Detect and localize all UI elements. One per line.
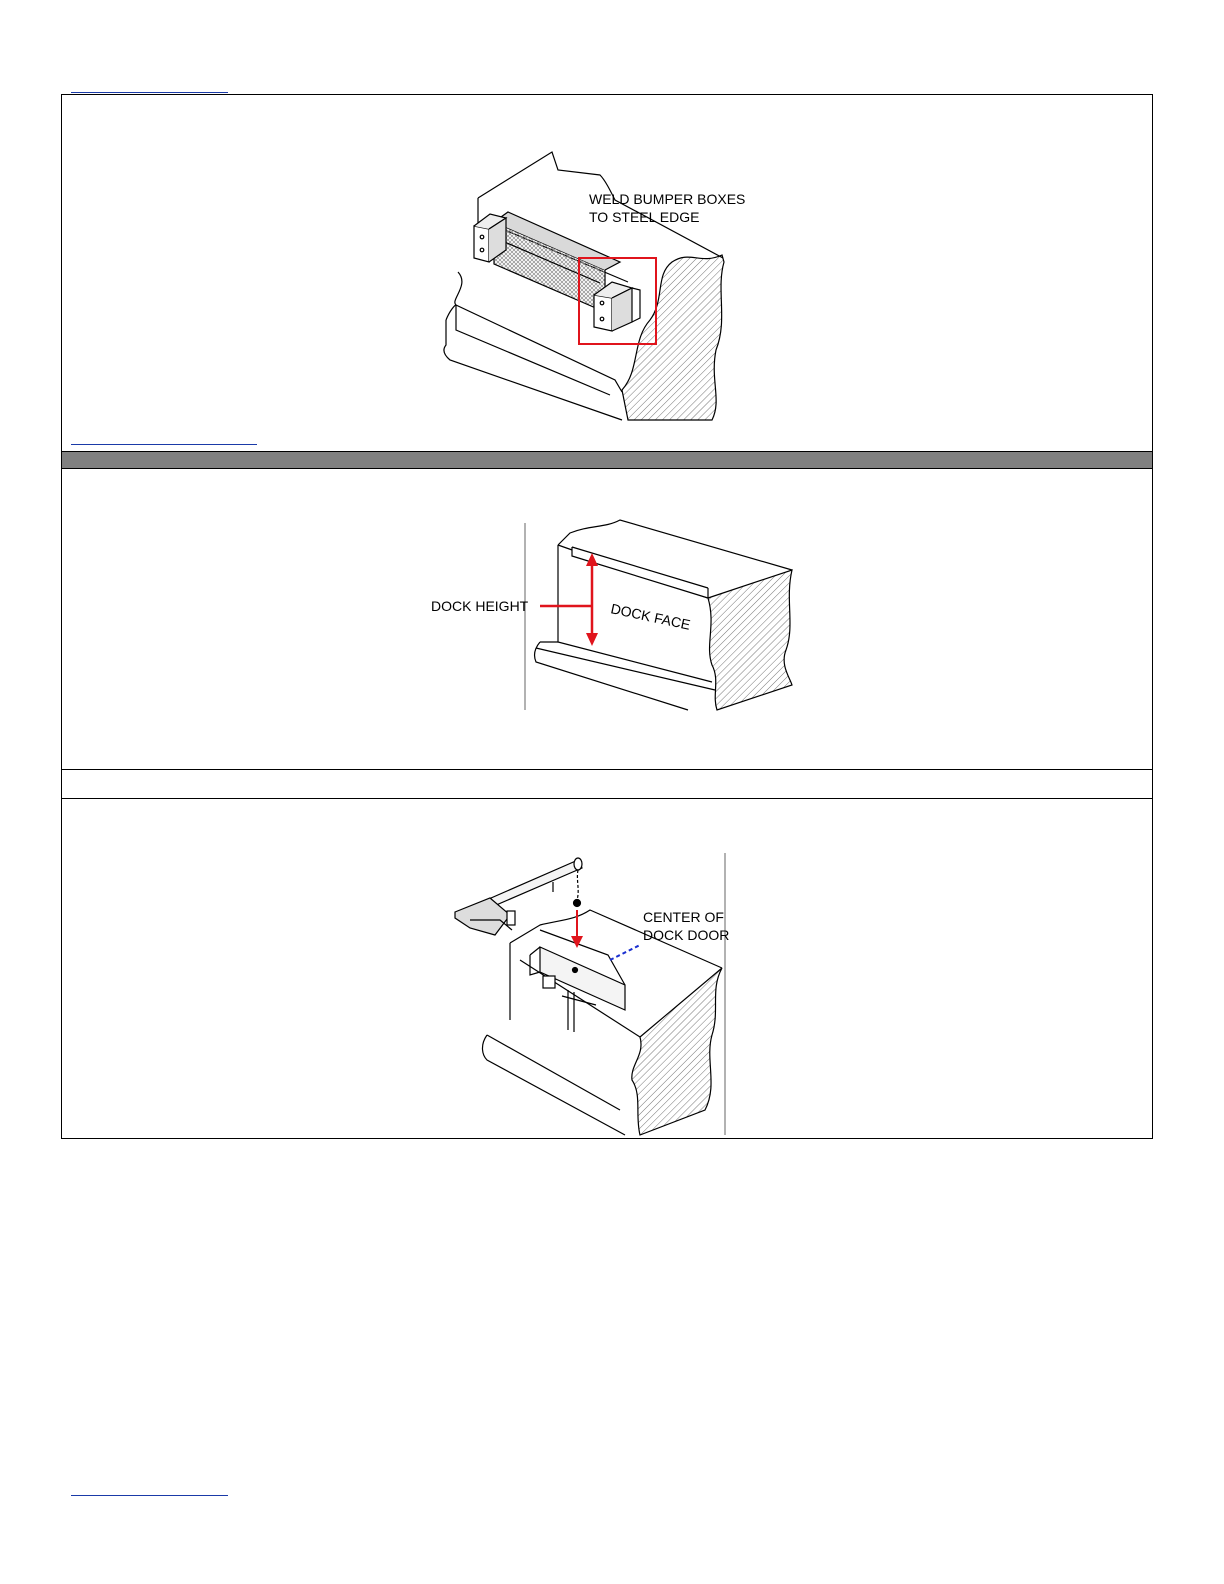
fig1-right-box-front [594,295,612,331]
fig1-callout-line1: WELD BUMPER BOXES [589,191,746,207]
fig3-chain-hook [574,900,581,907]
figure3-drawing [455,853,725,1135]
fig3-side-hatch [632,968,722,1135]
fig2-step-bottom [535,642,688,710]
fig3-clamp [507,911,515,925]
fig2-dock-face-label: DOCK FACE [609,600,692,633]
fig1-callout-line2: TO STEEL EDGE [589,209,700,225]
fig3-boom-end [574,858,582,870]
fig1-step-bottom [444,320,622,420]
fig2-height-arrow [540,560,592,638]
fig1-left-box-front [474,226,489,262]
fig3-centerline [610,945,640,960]
fig3-hook [573,968,578,973]
fig3-leveler-side [530,947,540,975]
fig3-boom-foot [455,898,510,935]
fig3-lip-bars [562,990,596,1032]
fig1-right-box-plate [632,288,640,322]
fig3-callout-line1: CENTER OF [643,909,724,925]
fig2-arrowhead-bottom [586,633,598,646]
fig3-bracket [543,976,555,988]
fig2-side-hatch [708,570,792,710]
fig3-chain [577,870,578,900]
fig3-step-bottom [482,1035,625,1135]
fig3-callout-line2: DOCK DOOR [643,927,730,943]
fig2-step-mid [536,648,715,690]
fig2-dock-height-label: DOCK HEIGHT [431,598,529,614]
fig1-step-left [446,305,456,320]
fig3-step-top [487,1035,620,1110]
fig1-side-hatch [622,255,724,420]
fig1-step-mid [456,305,610,395]
